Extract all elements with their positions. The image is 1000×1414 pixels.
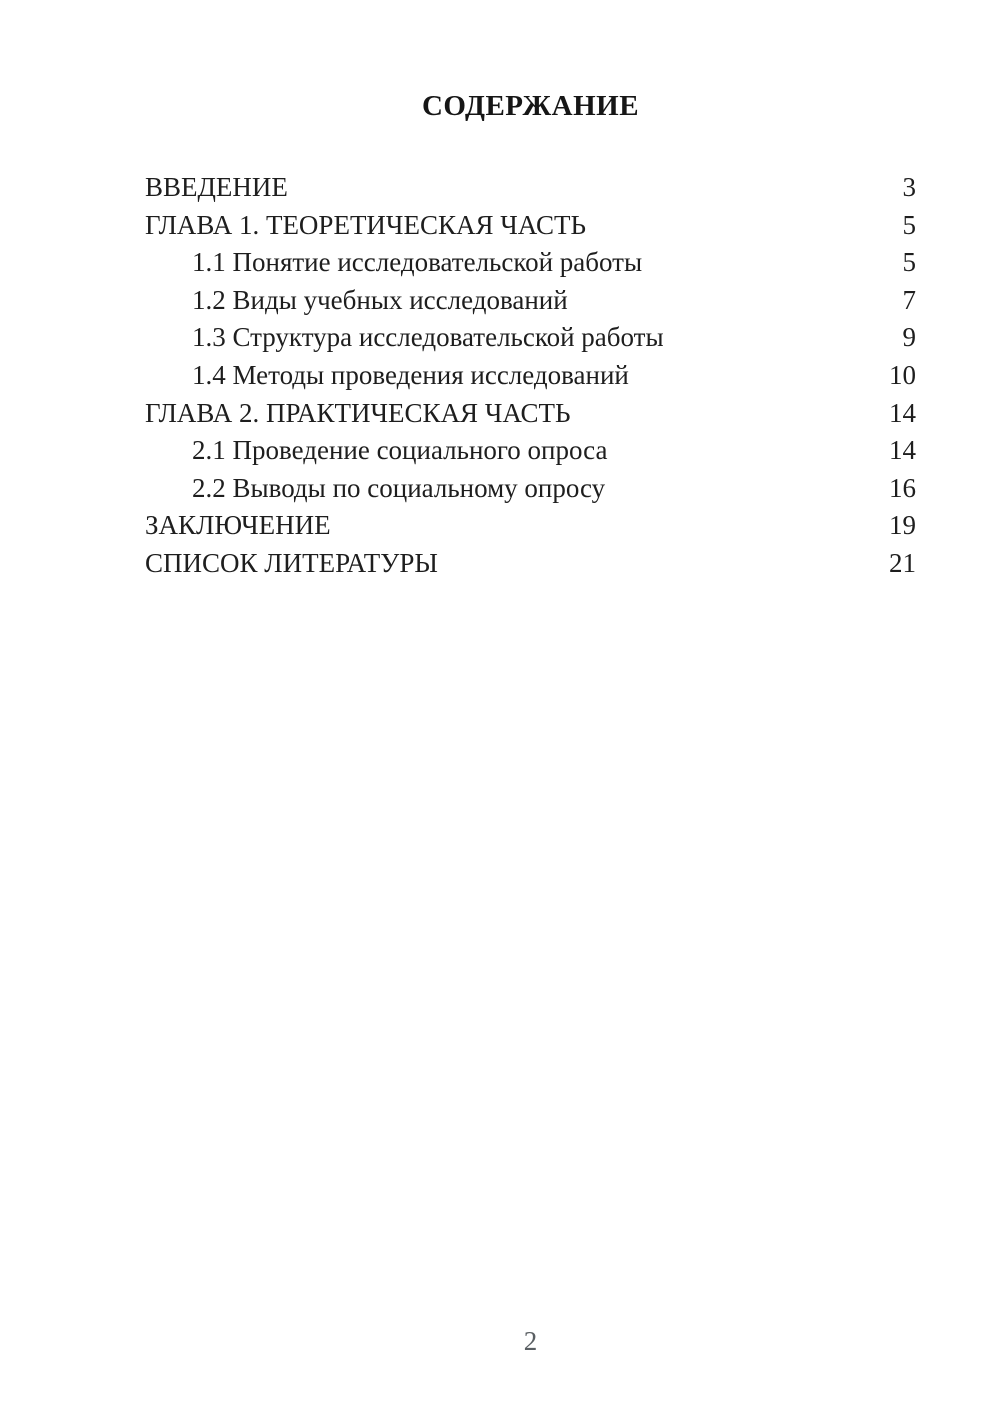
toc-entry-label: 1.3 Структура исследовательской работы bbox=[192, 322, 664, 353]
toc-entry-page-number: 10 bbox=[889, 359, 916, 390]
toc-entry-page-number: 5 bbox=[902, 247, 916, 278]
toc-entry[interactable] bbox=[145, 319, 916, 357]
toc-entry-label: ГЛАВА 1. ТЕОРЕТИЧЕСКАЯ ЧАСТЬ bbox=[145, 209, 586, 240]
toc-entry[interactable] bbox=[145, 470, 916, 508]
table-of-contents bbox=[145, 169, 916, 583]
toc-entry[interactable] bbox=[145, 282, 916, 320]
toc-entry[interactable] bbox=[145, 357, 916, 395]
toc-entry-label: ГЛАВА 2. ПРАКТИЧЕСКАЯ ЧАСТЬ bbox=[145, 397, 571, 428]
toc-entry[interactable] bbox=[145, 507, 916, 545]
toc-entry[interactable] bbox=[145, 207, 916, 245]
toc-entry[interactable] bbox=[145, 395, 916, 433]
toc-entry-page-number: 14 bbox=[889, 435, 916, 466]
toc-entry-label: 1.4 Методы проведения исследований bbox=[192, 359, 629, 390]
toc-entry[interactable] bbox=[145, 244, 916, 282]
toc-entry-label: 2.1 Проведение социального опроса bbox=[192, 435, 608, 466]
toc-entry[interactable] bbox=[145, 169, 916, 207]
toc-entry-page-number: 16 bbox=[889, 472, 916, 503]
toc-entry-label: ЗАКЛЮЧЕНИЕ bbox=[145, 510, 331, 541]
toc-entry-page-number: 7 bbox=[902, 284, 916, 315]
toc-entry-page-number: 19 bbox=[889, 510, 916, 541]
toc-entry[interactable] bbox=[145, 545, 916, 583]
toc-entry-label: 1.1 Понятие исследовательской работы bbox=[192, 247, 643, 278]
toc-entry-label: СПИСОК ЛИТЕРАТУРЫ bbox=[145, 547, 438, 578]
footer-page-number: 2 bbox=[523, 1326, 538, 1356]
page-title: СОДЕРЖАНИЕ bbox=[421, 90, 640, 122]
toc-entry-page-number: 9 bbox=[902, 322, 916, 353]
toc-entry-page-number: 21 bbox=[889, 547, 916, 578]
toc-entry-label: 1.2 Виды учебных исследований bbox=[192, 284, 568, 315]
content-block bbox=[145, 0, 916, 583]
toc-entry-page-number: 14 bbox=[889, 397, 916, 428]
toc-entry-page-number: 3 bbox=[902, 172, 916, 202]
toc-entry-label: 2.2 Выводы по социальному опросу bbox=[192, 472, 606, 503]
toc-entry[interactable] bbox=[145, 432, 916, 470]
toc-entry-label: ВВЕДЕНИЕ bbox=[145, 172, 288, 202]
toc-entry-page-number: 5 bbox=[902, 209, 916, 240]
